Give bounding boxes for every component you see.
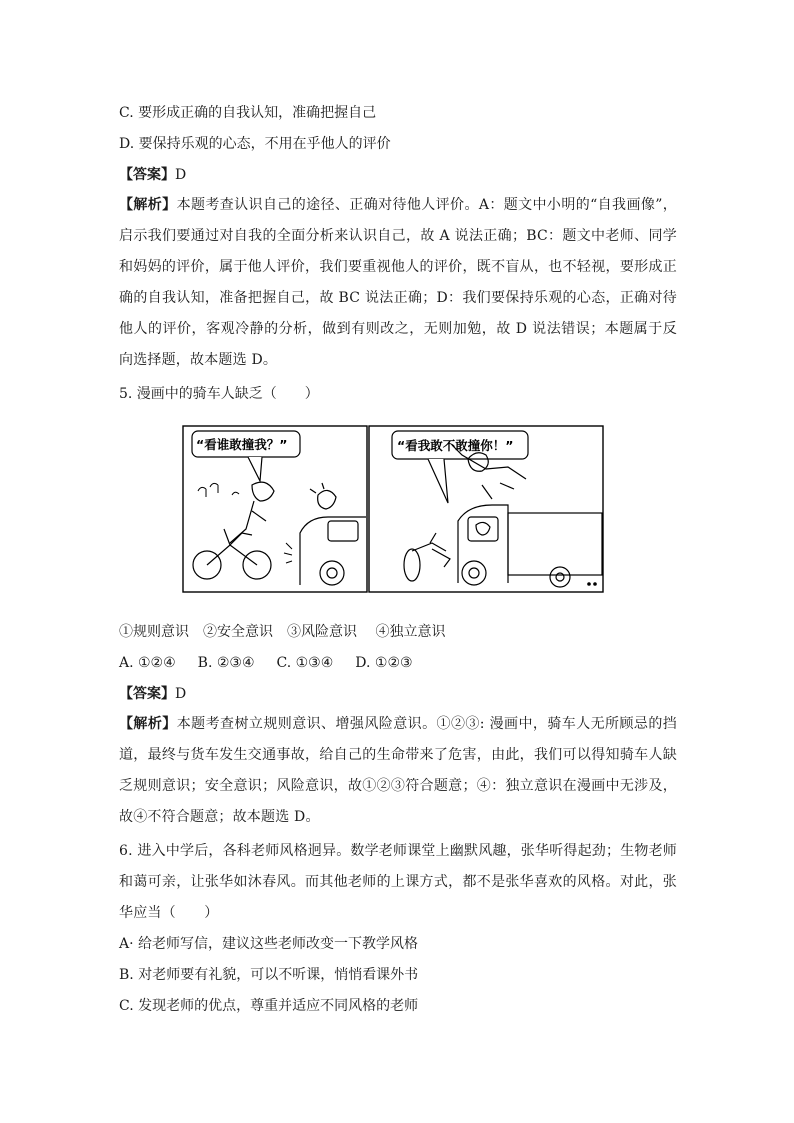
comic-figure bbox=[182, 425, 605, 595]
analysis-text: 本题考查树立规则意识、增强风险意识。①②③: 漫画中，骑车人无所顾忌的挡道，最终与货车发生交通事故，给自己的生命带来了危害，由此，我们可以得知骑车人缺乏规则意识；安全意识；风险意识，故①②③符合题意；④：独立意识在漫画中无涉及，故④不符合题意；故本题选 D。 bbox=[119, 716, 677, 825]
q4-answer bbox=[119, 166, 679, 184]
answer-label: 【答案】 bbox=[119, 686, 175, 702]
analysis-label: 【解析】 bbox=[119, 197, 177, 213]
q4-analysis bbox=[119, 190, 677, 376]
q5-option-a: A. ①②④ bbox=[119, 655, 176, 671]
q5-answer bbox=[119, 685, 679, 703]
q5-analysis bbox=[119, 709, 677, 833]
q4-option-d: D. 要保持乐观的心态，不用在乎他人的评价 bbox=[119, 136, 391, 152]
q6-stem: 6. 进入中学后，各科老师风格迥异。数学老师课堂上幽默风趣，张华听得起劲；生物老师和蔼可亲，让张华如沐春风。而其他老师的上课方式，都不是张华喜欢的风格。对此，张华应当（ ） bbox=[119, 843, 678, 921]
q5-options bbox=[119, 654, 679, 672]
analysis-label: 【解析】 bbox=[119, 716, 177, 732]
answer-value: D bbox=[175, 167, 187, 183]
analysis-text: 本题考查认识自己的途径、正确对待他人评价。A：题文中小明的“自我画像”，启示我们要通过对自我的全面分析来认识自己，故 A 说法正确；BC：题文中老师、同学和妈妈的评价，属于他人评价，我们要重视他人的评价，既不盲从，也不轻视，要形成正确的自我认知，准备把握自己，故 BC 说法正确；D：我们要保持乐观的心态，正确对待他人的评价，客观冷静的分析，做到有则改之，无则加勉，故 D 说法错误；本题属于反向选择题，故本题选 D。 bbox=[119, 197, 677, 368]
q5-option-c: C. ①③④ bbox=[276, 655, 334, 671]
q6-option-b: B. 对老师要有礼貌，可以不听课，悄悄看课外书 bbox=[119, 967, 419, 983]
q4-option-c: C. 要形成正确的自我认知，准确把握自己 bbox=[119, 105, 377, 121]
q6-option-a: A· 给老师写信，建议这些老师改变一下教学风格 bbox=[119, 936, 419, 952]
q5-items: ①规则意识 ②安全意识 ③风险意识 ④独立意识 bbox=[119, 624, 446, 640]
q5-option-b: B. ②③④ bbox=[197, 655, 255, 671]
q6-option-c: C. 发现老师的优点，尊重并适应不同风格的老师 bbox=[119, 998, 419, 1014]
q5-option-d: D. ①②③ bbox=[355, 655, 413, 671]
speech-bubble-left-text: “看谁敢撞我？” bbox=[196, 437, 288, 452]
q5-stem: 5. 漫画中的骑车人缺乏（ ） bbox=[119, 386, 319, 402]
answer-label: 【答案】 bbox=[119, 167, 175, 183]
speech-bubble-right-text: “看我敢不敢撞你！” bbox=[397, 438, 514, 453]
answer-value: D bbox=[175, 686, 187, 702]
